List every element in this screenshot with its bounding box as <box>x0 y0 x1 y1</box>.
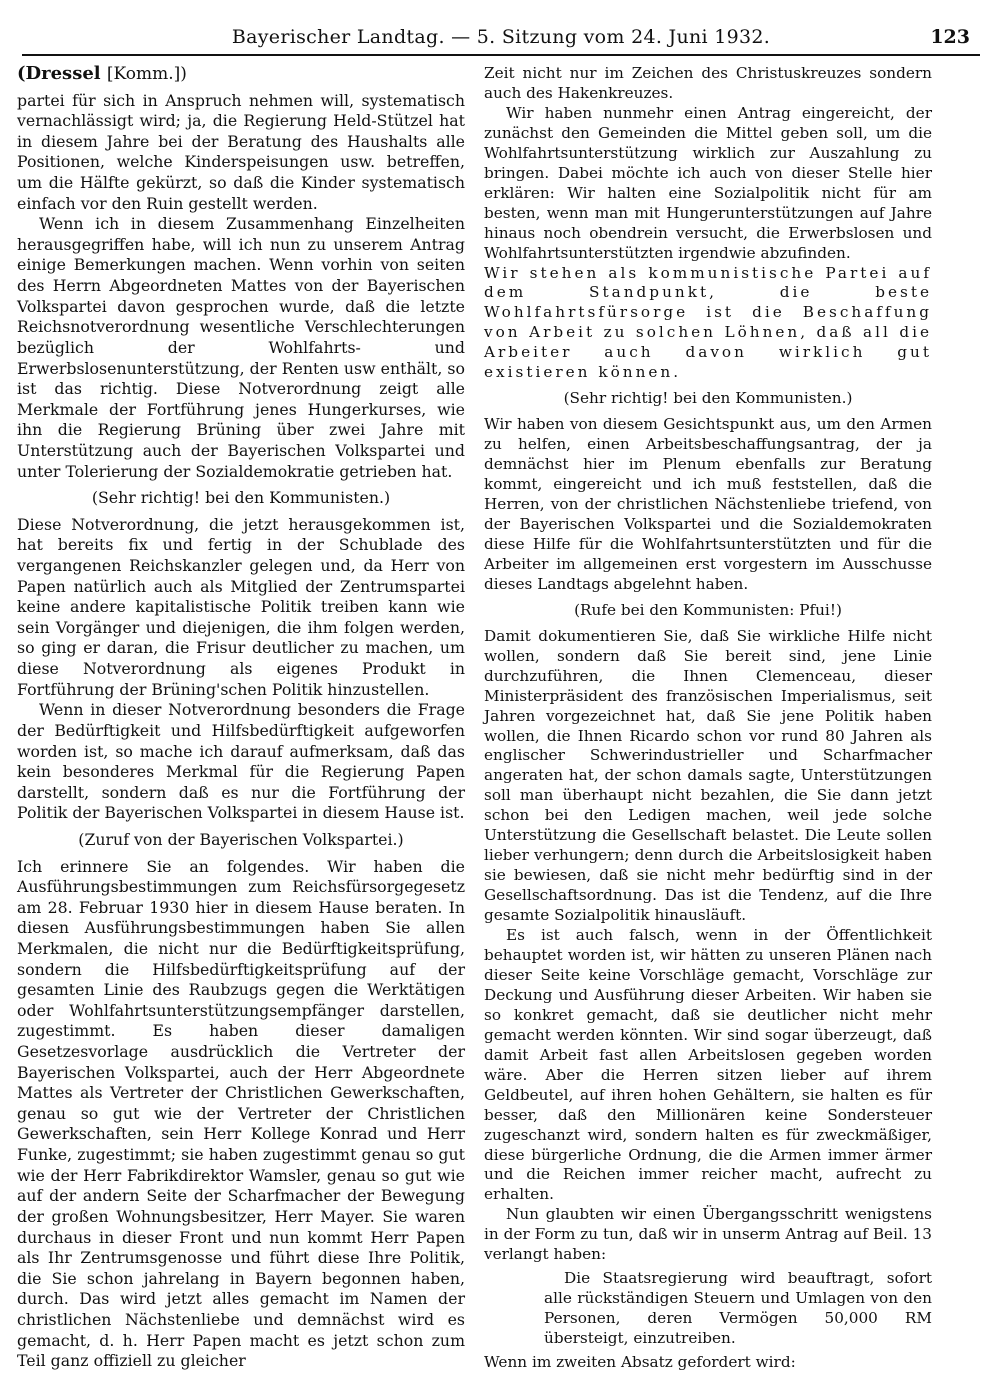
paragraph: Wir haben nunmehr einen Antrag eingereicht, der zunächst den Gemeinden die Mittel geben soll, um die Wohlfahrtsunterstützung wirklich zur Auszahlung zu bringen. Dabei möchte ich auch von dieser Stelle hier erklären: Wir halten eine Sozialpolitik nicht für am besten, wenn man mit Hungerunterstützungen auf Jahre hinaus noch obendrein versucht, die Erwerbslosen und Wohlfahrtsunterstützten irgendwie abzufinden. <box>484 103 932 262</box>
paragraph: Ich erinnere Sie an folgendes. Wir haben die Ausführungsbestimmungen zum Reichsfürsorgegesetz am 28. Februar 1930 hier in diesem Hause beraten. In diesen Ausführungsbestimmungen haben Sie allen Merkmalen, die nicht nur die Bedürftigkeitsprüfung, sondern die Hilfsbedürftigkeitsprüfung auf der gesamten Linie des Raubzugs gegen die Werktätigen oder Wohlfahrtsunterstützungsempfänger darstellen, zugestimmt. Es haben dieser damaligen Gesetzesvorlage ausdrücklich die Vertreter der Bayerischen Volkspartei, auch der Herr Abgeordnete Mattes als Vertreter der Christlichen Gewerkschaften, genau so gut wie der Vertreter der Christlichen Gewerkschaften, sein Herr Kollege Konrad und Herr Funke, zugestimmt; sie haben zugestimmt genau so gut wie der Herr Fabrikdirektor Wamsler, genau so gut wie auf der andern Seite der Scharfmacher der Bewegung der großen Wohnungsbesitzer, Herr Mayer. Sie waren durchaus in dieser Front und nun kommt Herr Papen als Ihr Zentrumsgenosse und führt diese Ihre Politik, die Sie schon jahrelang in Bayern begonnen haben, durch. Das wird jetzt alles gemacht im Namen der christlichen Nächstenliebe und demnächst wird es gemacht, d. h. Herr Papen macht es jetzt schon zum Teil ganz offiziell zu gleicher <box>17 856 465 1371</box>
paragraph: partei für sich in Anspruch nehmen will, systematisch vernachlässigt wird; ja, die Regierung Held-Stützel hat in diesem Jahre bei der Beratung des Haushalts alle Positionen, welche Kinderspeisungen usw. betreffen, um die Hälfte gekürzt, so daß die Kinder systematisch einfach vor den Ruin gestellt werden. <box>17 90 465 213</box>
interjection: (Rufe bei den Kommunisten: Pfui!) <box>574 600 842 619</box>
running-title: Bayerischer Landtag. — 5. Sitzung vom 24. Juni 1932. <box>231 26 771 48</box>
emphasized-paragraph: Wir stehen als kommunistische Partei auf dem Standpunkt, die beste Wohlfahrtsfürsorge ist die Beschaffung von Arbeit zu solchen Löhnen, daß all die Arbeiter auch davon wirklich gut existieren können. <box>484 263 932 382</box>
paragraph: Diese Notverordnung, die jetzt herausgekommen ist, hat bereits fix und fertig in der Schublade des vergangenen Reichskanzler gelegen und, da Herr von Papen natürlich auch als Mitglied der Zentrumspartei keine andere kapitalistische Politik treiben kann wie sein Vorgänger und diejenigen, die ihm folgen werden, so ging er daran, die Frisur deutlicher zu machen, um diese Notverordnung als eigenes Produkt in Fortführung der Brüning'schen Politik hinzustellen. <box>17 514 465 699</box>
paragraph: Wenn in dieser Notverordnung besonders die Frage der Bedürftigkeit und Hilfsbedürftigkeit aufgeworfen worden ist, so mache ich darauf aufmerksam, daß das kein besonderes Merkmal für die Regierung Papen darstellt, sondern daß es nur die Fortführung der Politik der Bayerischen Volkspartei in diesem Hause ist. <box>17 700 465 823</box>
speaker-heading <box>17 64 465 85</box>
paragraph: Wir haben von diesem Gesichtspunkt aus, um den Armen zu helfen, einen Arbeitsbeschaffungsantrag, der ja demnächst hier im Plenum ebenfalls zur Beratung kommt, eingereicht und ich muß feststellen, daß die Herren, von der christlichen Nächstenliebe triefend, von der Bayerischen Volkspartei und die Sozialdemokraten diese Hilfe für die Wohlfahrtsunterstützten und für die Arbeiter im allgemeinen erst vorgestern im Ausschusse dieses Landtags abgelehnt haben. <box>484 415 932 593</box>
paragraph: Es ist auch falsch, wenn in der Öffentlichkeit behauptet worden ist, wir hätten zu unseren Plänen nach dieser Seite keine Vorschläge gemacht, Vorschläge zur Deckung und Ausführung dieser Arbeiten. Wir haben sie so konkret gemacht, daß sie deutlicher nicht mehr gemacht werden könnten. Wir sind sogar überzeugt, daß damit Arbeit fast allen Arbeitslosen gegeben worden wäre. Aber die Herren sitzen lieber auf ihrem Geldbeutel, auf ihren hohen Gehältern, sie halten es für besser, daß den Millionären keine Sondersteuer zugeschanzt wird, sondern halten es für zweckmäßiger, diese bürgerliche Ordnung, die die Armen immer ärmer und die Reichen immer reicher macht, aufrecht zu erhalten. <box>484 926 932 1204</box>
right-column <box>484 64 932 1373</box>
interjection: (Sehr richtig! bei den Kommunisten.) <box>563 389 853 408</box>
paragraph: Nun glaubten wir einen Übergangsschritt wenigstens in der Form zu tun, daß wir in unserm Antrag auf Beil. 13 verlangt haben: <box>484 1205 932 1264</box>
paragraph: Wenn im zweiten Absatz gefordert wird: <box>484 1353 796 1372</box>
speaker-name: (Dressel <box>17 63 101 84</box>
paragraph: Damit dokumentieren Sie, daß Sie wirkliche Hilfe nicht wollen, sondern daß Sie bereit sind, jene Linie durchzuführen, die Ihnen Clemenceau, dieser Ministerpräsident des französischen Imperialismus, seit Jahren vorgezeichnet hat, daß Sie jene Politik haben wollen, die Ihnen Ricardo schon vor rund 80 Jahren als englischer Schwerindustrieller und Scharfmacher angeraten hat, der schon damals sagte, Unterstützungen soll man überhaupt nicht bezahlen, die Sie dann jetzt schon bei den Ledigen machen, weil jede solche Unterstützung die Gesellschaft belastet. Die Leute sollen lieber verhungern; denn durch die Arbeitslosigkeit haben sie bewiesen, daß sie nicht mehr bedürftig sind in der Gesellschaftsordnung. Das ist die Tendenz, auf die Ihre gesamte Sozialpolitik hinausläuft. <box>484 626 932 925</box>
speaker-party: [Komm.]) <box>106 64 187 84</box>
header-rule <box>22 54 980 56</box>
page-header <box>22 26 980 56</box>
interjection: (Sehr richtig! bei den Kommunisten.) <box>91 488 391 508</box>
left-column <box>17 64 465 1372</box>
page-number: 123 <box>930 26 970 48</box>
quoted-motion: Die Staatsregierung wird beauftragt, sofort alle rückständigen Steuern und Umlagen von den Personen, deren Vermögen 50,000 RM übersteigt, einzutreiben. <box>544 1269 932 1348</box>
paragraph: Wenn ich in diesem Zusammenhang Einzelheiten herausgegriffen habe, will ich nun zu unserem Antrag einige Bemerkungen machen. Wenn vorhin von seiten des Herrn Abgeordneten Mattes von der Bayerischen Volkspartei davon gesprochen wurde, daß die letzte Reichsnotverordnung wesentliche Verschlechterungen bezüglich der Wohlfahrts- und Erwerbslosenunterstützung, der Renten usw enthält, so ist das richtig. Diese Notverordnung zeigt alle Merkmale der Fortführung jenes Hungerkurses, wie ihn die Regierung Brüning über zwei Jahre mit Unterstützung auch der Bayerischen Volkspartei und unter Tolerierung der Sozialdemokratie getrieben hat. <box>17 214 465 481</box>
interjection: (Zuruf von der Bayerischen Volkspartei.) <box>78 829 404 849</box>
paragraph: Zeit nicht nur im Zeichen des Christuskreuzes sondern auch des Hakenkreuzes. <box>484 64 932 102</box>
